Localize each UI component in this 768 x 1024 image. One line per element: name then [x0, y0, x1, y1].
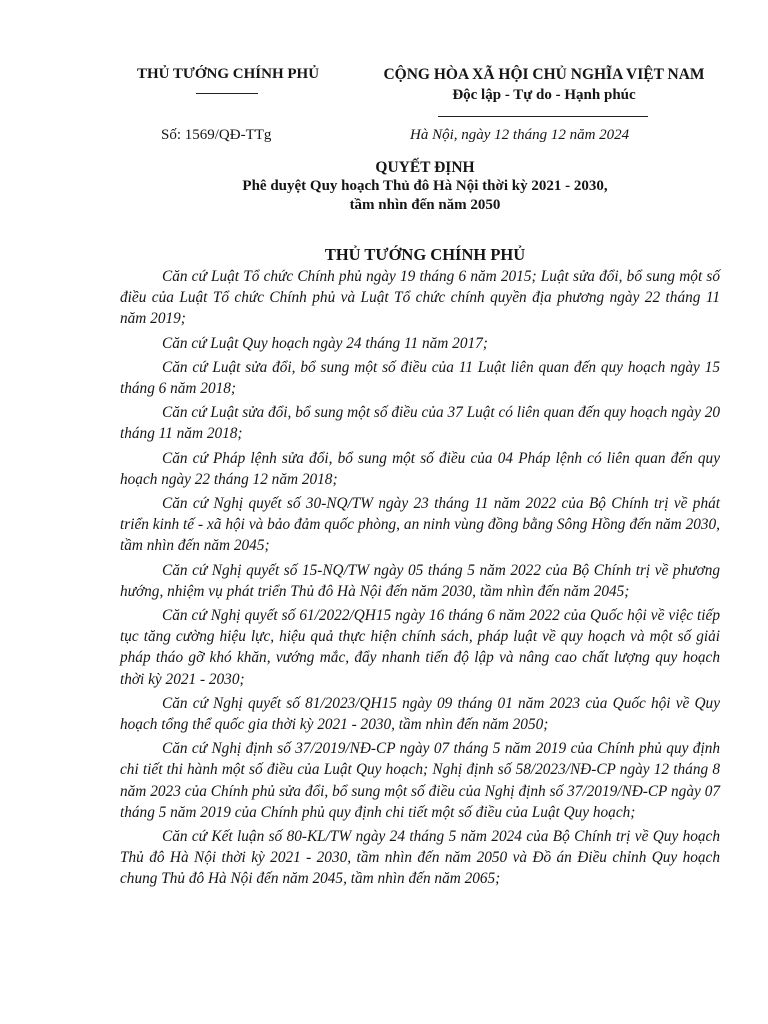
document-number: Số: 1569/QĐ-TTg [161, 127, 272, 143]
legal-basis-paragraph: Căn cứ Nghị quyết số 81/2023/QH15 ngày 09 tháng 01 năm 2023 của Quốc hội về Quy hoạch tổng thể quốc gia thời kỳ 2021 - 2030, tầm nhìn đến năm 2050; [120, 694, 720, 734]
legal-basis-paragraph: Căn cứ Nghị quyết số 61/2022/QH15 ngày 16 tháng 6 năm 2022 của Quốc hội về việc tiếp tục tăng cường hiệu lực, hiệu quả thực hiện chính sách, pháp luật về quy hoạch và một số giải pháp tháo gỡ khó khăn, vướng mắc, đẩy nhanh tiến độ lập và nâng cao chất lượng quy hoạch thời kỳ 2021 - 2030; [120, 607, 720, 688]
legal-basis-paragraph: Căn cứ Luật Quy hoạch ngày 24 tháng 11 năm 2017; [162, 334, 488, 352]
place-date: Hà Nội, ngày 12 tháng 12 năm 2024 [410, 127, 630, 143]
document-title [120, 158, 730, 215]
authority-heading: THỦ TƯỚNG CHÍNH PHỦ [324, 245, 526, 264]
motto-underline [438, 116, 648, 117]
legal-basis-paragraph: Căn cứ Nghị định số 37/2019/NĐ-CP ngày 07 tháng 5 năm 2019 của Chính phủ quy định chi tiết thi hành một số điều của Luật Quy hoạch; Nghị định số 58/2023/NĐ-CP ngày 12 tháng 8 năm 2023 của Chính phủ sửa đổi, bổ sung một số điều của Nghị định số 37/2019/NĐ-CP ngày 07 tháng 5 năm 2019 của Chính phủ quy định chi tiết một số điều của Luật Quy hoạch; [120, 740, 720, 821]
legal-basis-paragraph: Căn cứ Nghị quyết số 15-NQ/TW ngày 05 tháng 5 năm 2022 của Bộ Chính trị về phương hướng, nhiệm vụ phát triển Thủ đô Hà Nội đến năm 2030, tầm nhìn đến năm 2045; [120, 561, 720, 600]
legal-basis-paragraph: Căn cứ Luật Tổ chức Chính phủ ngày 19 tháng 6 năm 2015; Luật sửa đổi, bổ sung một số điều của Luật Tổ chức Chính phủ và Luật Tổ chức chính quyền địa phương ngày 22 tháng 11 năm 2019; [120, 268, 720, 328]
issuer-heading: THỦ TƯỚNG CHÍNH PHỦ [136, 66, 320, 82]
legal-basis-paragraph: Căn cứ Pháp lệnh sửa đổi, bổ sung một số điều của 04 Pháp lệnh có liên quan đến quy hoạch ngày 22 tháng 12 năm 2018; [120, 449, 720, 488]
legal-basis-paragraph: Căn cứ Luật sửa đổi, bổ sung một số điều của 11 Luật liên quan đến quy hoạch ngày 15 tháng 6 năm 2018; [120, 358, 720, 398]
legal-basis-paragraph: Căn cứ Kết luận số 80-KL/TW ngày 24 tháng 5 năm 2024 của Bộ Chính trị về Quy hoạch Thủ đô Hà Nội thời kỳ 2021 - 2030, tầm nhìn đến năm 2050 và Đồ án Điều chỉnh Quy hoạch chung Thủ đô Hà Nội đến năm 2045, tầm nhìn đến năm 2065; [120, 828, 720, 888]
legal-basis-paragraph: Căn cứ Luật sửa đổi, bổ sung một số điều của 37 Luật có liên quan đến quy hoạch ngày 20 tháng 11 năm 2018; [120, 404, 720, 443]
title-line-1: Phê duyệt Quy hoạch Thủ đô Hà Nội thời kỳ 2021 - 2030, [242, 178, 608, 194]
legal-bases [120, 266, 720, 893]
national-heading [366, 66, 722, 104]
country-name: CỘNG HÒA XÃ HỘI CHỦ NGHĨA VIỆT NAM [383, 66, 705, 83]
national-motto: Độc lập - Tự do - Hạnh phúc [452, 87, 636, 103]
title-line-2: tầm nhìn đến năm 2050 [349, 197, 501, 213]
issuer-underline [196, 93, 258, 94]
legal-basis-paragraph: Căn cứ Nghị quyết số 30-NQ/TW ngày 23 tháng 11 năm 2022 của Bộ Chính trị về phát triển kinh tế - xã hội và bảo đảm quốc phòng, an ninh vùng đồng bằng Sông Hồng đến năm 2030, tầm nhìn đến năm 2045; [120, 495, 720, 555]
document-type: QUYẾT ĐỊNH [375, 159, 475, 176]
